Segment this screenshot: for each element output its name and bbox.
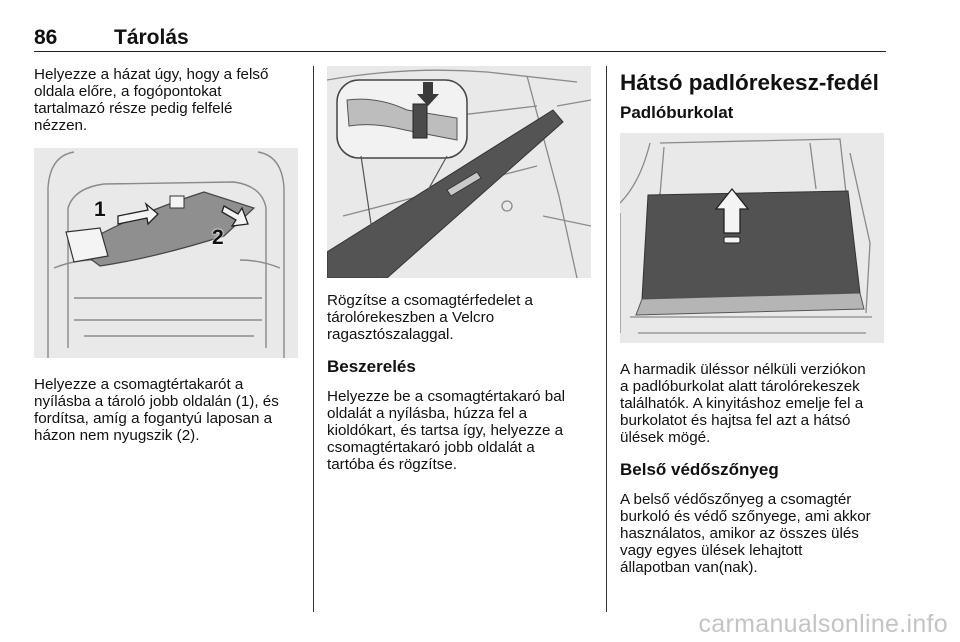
callout-2: 2: [212, 226, 224, 249]
section-title: Tárolás: [114, 26, 189, 49]
rear-floor-cover-title: Hátsó padlórekesz-fedél: [620, 70, 879, 95]
figure-velcro-storage: [327, 66, 591, 278]
watermark-text: carmanualsonline.info: [698, 610, 948, 638]
figure-cover-housing: [34, 148, 298, 358]
installation-paragraph: Helyezze be a csomagtértakaró bal oldalát a nyílásba, húzza fel a kioldókart, és tartsa így, helyezze a csomagtértakaró jobb oldalát a tartóba és rögzítse.: [327, 388, 566, 473]
page-number: 86: [34, 26, 58, 49]
intro-paragraph: Helyezze a házat úgy, hogy a felső oldala előre, a fogópontokat tartalmazó része pedig felfelé nézzen.: [34, 66, 269, 134]
inner-mat-heading: Belső védőszőnyeg: [620, 460, 779, 479]
inner-mat-paragraph: A belső védőszőnyeg a csomagtér burkoló és védő szőnyege, ami akkor használatos, amikor az összes ülés vagy egyes ülések lehajtott állapotban van(nak).: [620, 491, 871, 576]
floor-covering-subtitle: Padlóburkolat: [620, 103, 734, 122]
figure-floor-cover: [620, 133, 884, 343]
column-divider-1: [313, 66, 314, 612]
column-divider-2: [606, 66, 607, 612]
floor-covering-paragraph: A harmadik üléssor nélküli verziókon a padlóburkolat alatt tárolórekeszek találhatók. A kinyitáshoz emelje fel a burkolatot és hajtsa fel azt a hátsó ülések mögé.: [620, 361, 866, 446]
header-rule: [34, 51, 886, 52]
velcro-caption: Rögzítse a csomagtérfedelet a tárolórekeszben a Velcro ragasztószalaggal.: [327, 292, 533, 343]
installation-heading: Beszerelés: [327, 357, 416, 376]
callout-1: 1: [94, 198, 106, 221]
placement-paragraph: Helyezze a csomagtértakarót a nyílásba a tároló jobb oldalán (1), és fordítsa, amíg a fogantyú laposan a házon nem nyugszik (2).: [34, 376, 279, 444]
